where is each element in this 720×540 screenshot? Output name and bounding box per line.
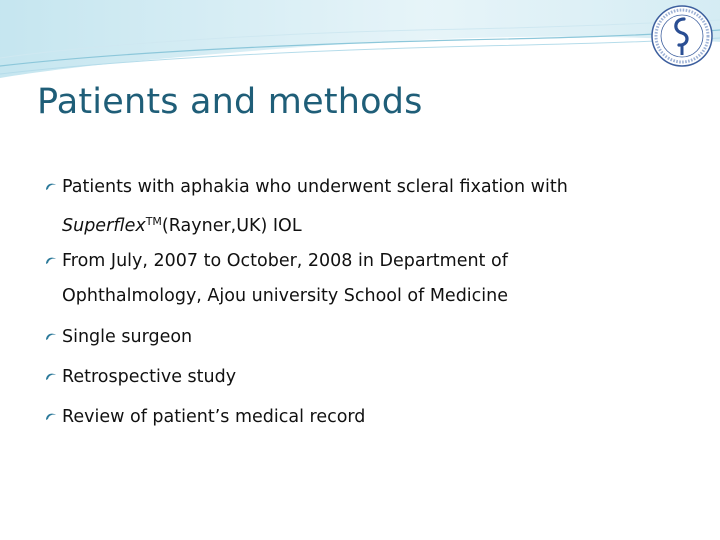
university-seal-icon bbox=[650, 4, 714, 68]
bullet-swirl-icon bbox=[44, 330, 58, 344]
bullet-swirl-icon bbox=[44, 254, 58, 268]
bullet-continuation: Ophthalmology, Ajou university School of Medicine bbox=[62, 286, 509, 306]
trademark: TM bbox=[145, 215, 162, 228]
bullet-item bbox=[44, 250, 684, 307]
bullet-item bbox=[44, 176, 684, 237]
slide-title: Patients and methods bbox=[37, 82, 423, 122]
bullet-text: From July, 2007 to October, 2008 in Department of bbox=[62, 251, 508, 271]
lens-detail: (Rayner,UK) IOL bbox=[161, 216, 302, 236]
bullet-swirl-icon bbox=[44, 370, 58, 384]
bullet-text: Review of patient’s medical record bbox=[62, 407, 366, 427]
bullet-item bbox=[44, 326, 684, 348]
bullet-list bbox=[44, 176, 684, 428]
header-wave-band bbox=[0, 0, 720, 90]
lens-name: Superflex bbox=[62, 216, 146, 236]
bullet-swirl-icon bbox=[44, 410, 58, 424]
bullet-item bbox=[44, 366, 684, 388]
bullet-continuation bbox=[62, 211, 684, 237]
bullet-text: Patients with aphakia who underwent scleral fixation with bbox=[62, 177, 568, 197]
bullet-text: Retrospective study bbox=[62, 367, 237, 387]
bullet-text: Single surgeon bbox=[62, 327, 193, 347]
bullet-swirl-icon bbox=[44, 180, 58, 194]
bullet-item bbox=[44, 406, 684, 428]
